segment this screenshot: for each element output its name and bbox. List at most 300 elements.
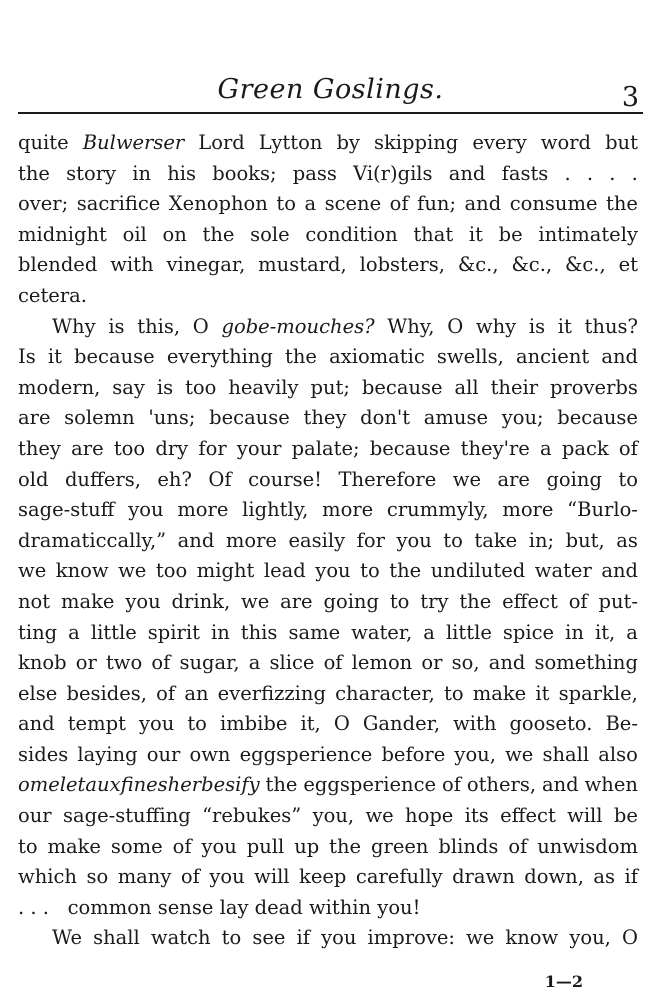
word: if bbox=[624, 865, 638, 889]
word: axiomatic bbox=[329, 345, 425, 369]
word: 'uns; bbox=[148, 406, 196, 430]
word: lobsters, bbox=[359, 253, 445, 277]
text-line bbox=[18, 403, 638, 434]
word: as bbox=[616, 528, 638, 552]
text-line bbox=[18, 281, 638, 312]
word: we bbox=[452, 467, 481, 491]
text-line bbox=[18, 342, 638, 373]
word: so, bbox=[451, 651, 480, 675]
word: Therefore bbox=[338, 467, 437, 491]
word: the bbox=[329, 834, 362, 858]
word: swells, bbox=[436, 345, 504, 369]
text-line bbox=[18, 893, 638, 924]
word: effect bbox=[502, 589, 558, 613]
text-line bbox=[18, 679, 638, 710]
word: Gander, bbox=[362, 712, 441, 736]
word: condition bbox=[305, 222, 398, 246]
word: know bbox=[505, 926, 559, 950]
word: the bbox=[202, 222, 235, 246]
word: to bbox=[618, 467, 638, 491]
word: Bulwerser bbox=[82, 131, 185, 154]
word: Vi(r)gils bbox=[353, 161, 433, 185]
word: pull bbox=[246, 834, 285, 858]
word: Xenophon bbox=[168, 192, 268, 216]
word: sugar, bbox=[179, 651, 240, 675]
word: you bbox=[321, 926, 357, 950]
word: before bbox=[381, 742, 446, 766]
word: something bbox=[534, 651, 638, 675]
word: you, bbox=[454, 742, 496, 766]
word: drawn bbox=[452, 865, 515, 889]
word: that bbox=[413, 222, 454, 246]
word: intimately bbox=[538, 222, 638, 246]
text-line bbox=[18, 709, 638, 740]
word: to bbox=[389, 589, 410, 613]
word: for bbox=[356, 528, 385, 552]
word: amuse bbox=[423, 406, 489, 430]
word: keep bbox=[299, 865, 347, 889]
word: are bbox=[497, 467, 530, 491]
text-line bbox=[18, 434, 638, 465]
word: eggsperience bbox=[239, 742, 373, 766]
word: of bbox=[508, 834, 528, 858]
page-number: 3 bbox=[621, 82, 639, 113]
word: their bbox=[490, 375, 539, 399]
word: same bbox=[288, 620, 341, 644]
text-line bbox=[18, 740, 638, 771]
text-line bbox=[18, 618, 638, 649]
word: midnight bbox=[18, 222, 107, 246]
word: be bbox=[498, 222, 523, 246]
word: but bbox=[605, 131, 638, 154]
word: and bbox=[177, 528, 215, 552]
word: gooseto. bbox=[509, 712, 593, 736]
word: eggsperience bbox=[303, 773, 437, 797]
word: our bbox=[146, 742, 181, 766]
word: also bbox=[598, 742, 638, 766]
word: down, bbox=[524, 865, 584, 889]
text-segment: . . . common sense lay dead within you! bbox=[18, 895, 421, 919]
word: know bbox=[55, 559, 109, 583]
word: a bbox=[626, 620, 638, 644]
word: because bbox=[557, 406, 638, 430]
word: the bbox=[606, 192, 638, 216]
word: for bbox=[198, 436, 227, 460]
word: books; bbox=[212, 161, 277, 185]
word: &c., bbox=[511, 253, 553, 277]
word: make bbox=[472, 681, 527, 705]
word: and bbox=[488, 651, 526, 675]
word: fun; bbox=[417, 192, 457, 216]
word: too bbox=[113, 436, 146, 460]
word: it bbox=[468, 222, 483, 246]
word: a bbox=[68, 620, 80, 644]
word: sage-stuffing bbox=[62, 804, 191, 828]
word: this, bbox=[137, 314, 181, 338]
word: it bbox=[47, 345, 62, 369]
word: undiluted bbox=[430, 559, 526, 583]
word: try bbox=[420, 589, 449, 613]
word: too bbox=[185, 375, 217, 399]
word: We bbox=[52, 926, 82, 950]
word: lead bbox=[263, 559, 306, 583]
word: dry bbox=[155, 436, 189, 460]
word: Lord bbox=[198, 131, 245, 154]
word: of bbox=[156, 681, 176, 705]
text-line bbox=[18, 159, 638, 190]
word: we bbox=[241, 589, 270, 613]
word: an bbox=[184, 681, 209, 705]
word: consume bbox=[509, 192, 598, 216]
text-line bbox=[18, 832, 638, 863]
word: is bbox=[528, 314, 546, 338]
word: with bbox=[453, 712, 497, 736]
word: sacrifice bbox=[76, 192, 161, 216]
word: modern, bbox=[18, 375, 101, 399]
word: and bbox=[601, 345, 638, 369]
word: is bbox=[156, 375, 174, 399]
word: a bbox=[423, 620, 435, 644]
word: watch bbox=[150, 926, 211, 950]
word: water bbox=[534, 559, 592, 583]
word: duffers, bbox=[64, 467, 141, 491]
word: they're bbox=[460, 436, 530, 460]
word: scene bbox=[324, 192, 382, 216]
word: and bbox=[464, 192, 502, 216]
word: pass bbox=[292, 161, 337, 185]
word: we bbox=[18, 559, 47, 583]
word: to bbox=[221, 926, 242, 950]
word: you, bbox=[569, 926, 611, 950]
word: or bbox=[421, 651, 443, 675]
word: too bbox=[155, 559, 188, 583]
word: with bbox=[110, 253, 154, 277]
word: skipping bbox=[373, 131, 459, 154]
word: . bbox=[564, 161, 571, 185]
word: this bbox=[240, 620, 278, 644]
word: to bbox=[187, 712, 207, 736]
word: going bbox=[546, 467, 602, 491]
running-title: Green Goslings. bbox=[217, 74, 444, 105]
word: are bbox=[280, 589, 313, 613]
text-line bbox=[18, 556, 638, 587]
text-line bbox=[18, 923, 638, 954]
word: and bbox=[18, 712, 55, 736]
word: you bbox=[396, 528, 432, 552]
word: it, bbox=[300, 712, 321, 736]
word: are bbox=[18, 406, 51, 430]
word: drink, bbox=[171, 589, 231, 613]
word: the bbox=[389, 559, 422, 583]
word: you; bbox=[501, 406, 544, 430]
word: “Burlo- bbox=[567, 498, 638, 522]
word: own bbox=[189, 742, 231, 766]
word: sole bbox=[250, 222, 290, 246]
word: vinegar, bbox=[166, 253, 246, 277]
word: because bbox=[361, 375, 443, 399]
word: lightly, bbox=[242, 498, 309, 522]
word: &c., bbox=[457, 253, 499, 277]
word: of bbox=[172, 834, 192, 858]
running-header bbox=[18, 68, 643, 112]
word: in bbox=[132, 161, 152, 185]
word: you bbox=[128, 498, 164, 522]
word: spice bbox=[502, 620, 555, 644]
word: crummyly, bbox=[386, 498, 489, 522]
word: our bbox=[18, 804, 52, 828]
word: because bbox=[209, 406, 290, 430]
word: shall bbox=[542, 742, 590, 766]
word: green bbox=[371, 834, 429, 858]
word: carefully bbox=[355, 865, 443, 889]
word: but, bbox=[565, 528, 605, 552]
word: his bbox=[167, 161, 197, 185]
word: and bbox=[601, 559, 638, 583]
word: quite bbox=[18, 131, 69, 154]
word: they bbox=[303, 406, 347, 430]
word: course! bbox=[248, 467, 323, 491]
word: take bbox=[474, 528, 518, 552]
word: you bbox=[138, 712, 175, 736]
word: to bbox=[360, 559, 380, 583]
word: the bbox=[459, 589, 492, 613]
word: why bbox=[475, 314, 517, 338]
word: Of bbox=[208, 467, 232, 491]
word: everfizzing bbox=[217, 681, 326, 705]
word: hope bbox=[405, 804, 454, 828]
word: slice bbox=[269, 651, 315, 675]
word: eh? bbox=[157, 467, 192, 491]
word: of bbox=[323, 651, 343, 675]
word: sparkle, bbox=[558, 681, 638, 705]
word: besides, bbox=[66, 681, 147, 705]
text-line bbox=[18, 220, 638, 251]
word: put; bbox=[310, 375, 350, 399]
word: it, bbox=[594, 620, 616, 644]
word: more bbox=[322, 498, 374, 522]
word: gobe-mouches? bbox=[221, 314, 375, 338]
word: because bbox=[369, 436, 451, 460]
text-line bbox=[18, 587, 638, 618]
word: up bbox=[294, 834, 320, 858]
word: fasts bbox=[501, 161, 549, 185]
word: of bbox=[568, 589, 588, 613]
word: water, bbox=[351, 620, 413, 644]
text-line bbox=[18, 312, 638, 343]
word: you bbox=[201, 834, 237, 858]
text-line bbox=[18, 250, 638, 281]
word: mustard, bbox=[258, 253, 347, 277]
word: ancient bbox=[515, 345, 590, 369]
word: many bbox=[117, 865, 172, 889]
word: are bbox=[71, 436, 104, 460]
word: by bbox=[336, 131, 360, 154]
word: of bbox=[151, 651, 171, 675]
word: of bbox=[180, 865, 200, 889]
word: et bbox=[618, 253, 638, 277]
word: every bbox=[472, 131, 527, 154]
word: others, bbox=[466, 773, 537, 797]
text-line bbox=[18, 526, 638, 557]
word: and bbox=[541, 773, 579, 797]
word: all bbox=[454, 375, 479, 399]
word: palate; bbox=[291, 436, 360, 460]
word: to bbox=[444, 681, 464, 705]
text-segment: cetera. bbox=[18, 283, 87, 307]
word: we bbox=[365, 804, 394, 828]
word: omeletauxfinesherbesify bbox=[18, 773, 260, 797]
word: . bbox=[609, 161, 616, 185]
word: be bbox=[613, 804, 638, 828]
word: if bbox=[296, 926, 310, 950]
word: blended bbox=[18, 253, 98, 277]
word: story bbox=[66, 161, 117, 185]
word: we bbox=[466, 926, 495, 950]
word: or bbox=[75, 651, 97, 675]
word: the bbox=[18, 161, 50, 185]
word: your bbox=[236, 436, 282, 460]
word: see bbox=[252, 926, 286, 950]
word: knob bbox=[18, 651, 67, 675]
text-line bbox=[18, 862, 638, 893]
word: old bbox=[18, 467, 49, 491]
word: in bbox=[565, 620, 584, 644]
word: might bbox=[196, 559, 255, 583]
word: not bbox=[18, 589, 51, 613]
word: lemon bbox=[351, 651, 413, 675]
text-line bbox=[18, 373, 638, 404]
word: which bbox=[18, 865, 77, 889]
word: spirit bbox=[147, 620, 200, 644]
word: O bbox=[621, 926, 638, 950]
word: dramaticcally,” bbox=[18, 528, 167, 552]
text-line bbox=[18, 801, 638, 832]
word: they bbox=[18, 436, 61, 460]
word: blinds bbox=[438, 834, 499, 858]
word: make bbox=[47, 834, 101, 858]
word: to bbox=[276, 192, 296, 216]
word: Lytton bbox=[258, 131, 323, 154]
word: some bbox=[110, 834, 163, 858]
word: little bbox=[90, 620, 137, 644]
word: Why bbox=[52, 314, 96, 338]
word: O bbox=[447, 314, 464, 338]
word: more bbox=[502, 498, 554, 522]
word: you bbox=[315, 559, 351, 583]
word: easily bbox=[288, 528, 346, 552]
word: laying bbox=[77, 742, 138, 766]
word: you bbox=[209, 865, 245, 889]
word: going bbox=[323, 589, 379, 613]
word: in bbox=[210, 620, 230, 644]
word: everything bbox=[166, 345, 273, 369]
word: Why, bbox=[387, 314, 435, 338]
word: sides bbox=[18, 742, 69, 766]
word: Be- bbox=[605, 712, 638, 736]
word: tempt bbox=[67, 712, 126, 736]
word: will bbox=[254, 865, 290, 889]
word: oil bbox=[122, 222, 147, 246]
word: it bbox=[535, 681, 550, 705]
word: more bbox=[177, 498, 229, 522]
word: solemn bbox=[64, 406, 135, 430]
word: a bbox=[540, 436, 552, 460]
word: thus? bbox=[584, 314, 638, 338]
word: a bbox=[304, 192, 317, 216]
word: we bbox=[118, 559, 147, 583]
word: in; bbox=[528, 528, 555, 552]
word: O bbox=[192, 314, 209, 338]
word: sage-stuff bbox=[18, 498, 115, 522]
word: and bbox=[448, 161, 486, 185]
word: “rebukes” bbox=[202, 804, 302, 828]
word: word bbox=[540, 131, 592, 154]
word: over; bbox=[18, 192, 69, 216]
word: more bbox=[225, 528, 277, 552]
text-line bbox=[18, 770, 638, 801]
word: as bbox=[593, 865, 616, 889]
word: shall bbox=[93, 926, 140, 950]
word: to bbox=[18, 834, 38, 858]
word: so bbox=[86, 865, 109, 889]
word: make bbox=[61, 589, 115, 613]
word: a bbox=[248, 651, 261, 675]
word: the bbox=[285, 345, 317, 369]
text-line bbox=[18, 189, 638, 220]
word: will bbox=[567, 804, 603, 828]
word: of bbox=[618, 436, 638, 460]
word: imbibe bbox=[219, 712, 288, 736]
word: proverbs bbox=[550, 375, 638, 399]
text-line bbox=[18, 128, 638, 159]
word: we bbox=[505, 742, 534, 766]
word: when bbox=[584, 773, 638, 797]
word: on bbox=[162, 222, 187, 246]
word: say bbox=[112, 375, 145, 399]
word: to bbox=[443, 528, 463, 552]
word: O bbox=[333, 712, 350, 736]
word: heavily bbox=[228, 375, 299, 399]
word: character, bbox=[335, 681, 435, 705]
header-rule bbox=[18, 112, 643, 114]
word: don't bbox=[360, 406, 411, 430]
word: the bbox=[265, 773, 298, 797]
word: unwisdom bbox=[537, 834, 638, 858]
word: pack bbox=[561, 436, 609, 460]
word: you bbox=[125, 589, 161, 613]
word: improve: bbox=[367, 926, 455, 950]
word: of bbox=[441, 773, 461, 797]
word: put- bbox=[598, 589, 638, 613]
word: effect bbox=[500, 804, 556, 828]
word: it bbox=[557, 314, 572, 338]
word: its bbox=[464, 804, 489, 828]
text-line bbox=[18, 465, 638, 496]
text-line bbox=[18, 648, 638, 679]
word: of bbox=[389, 192, 409, 216]
word: is bbox=[108, 314, 125, 338]
word: little bbox=[445, 620, 492, 644]
text-line bbox=[18, 495, 638, 526]
word: because bbox=[74, 345, 155, 369]
word: ting bbox=[18, 620, 58, 644]
word: . bbox=[631, 161, 638, 185]
body-text bbox=[18, 128, 638, 954]
printer-signature: 1—2 bbox=[544, 972, 583, 991]
word: &c., bbox=[565, 253, 606, 277]
word: . bbox=[586, 161, 594, 185]
word: two bbox=[105, 651, 143, 675]
